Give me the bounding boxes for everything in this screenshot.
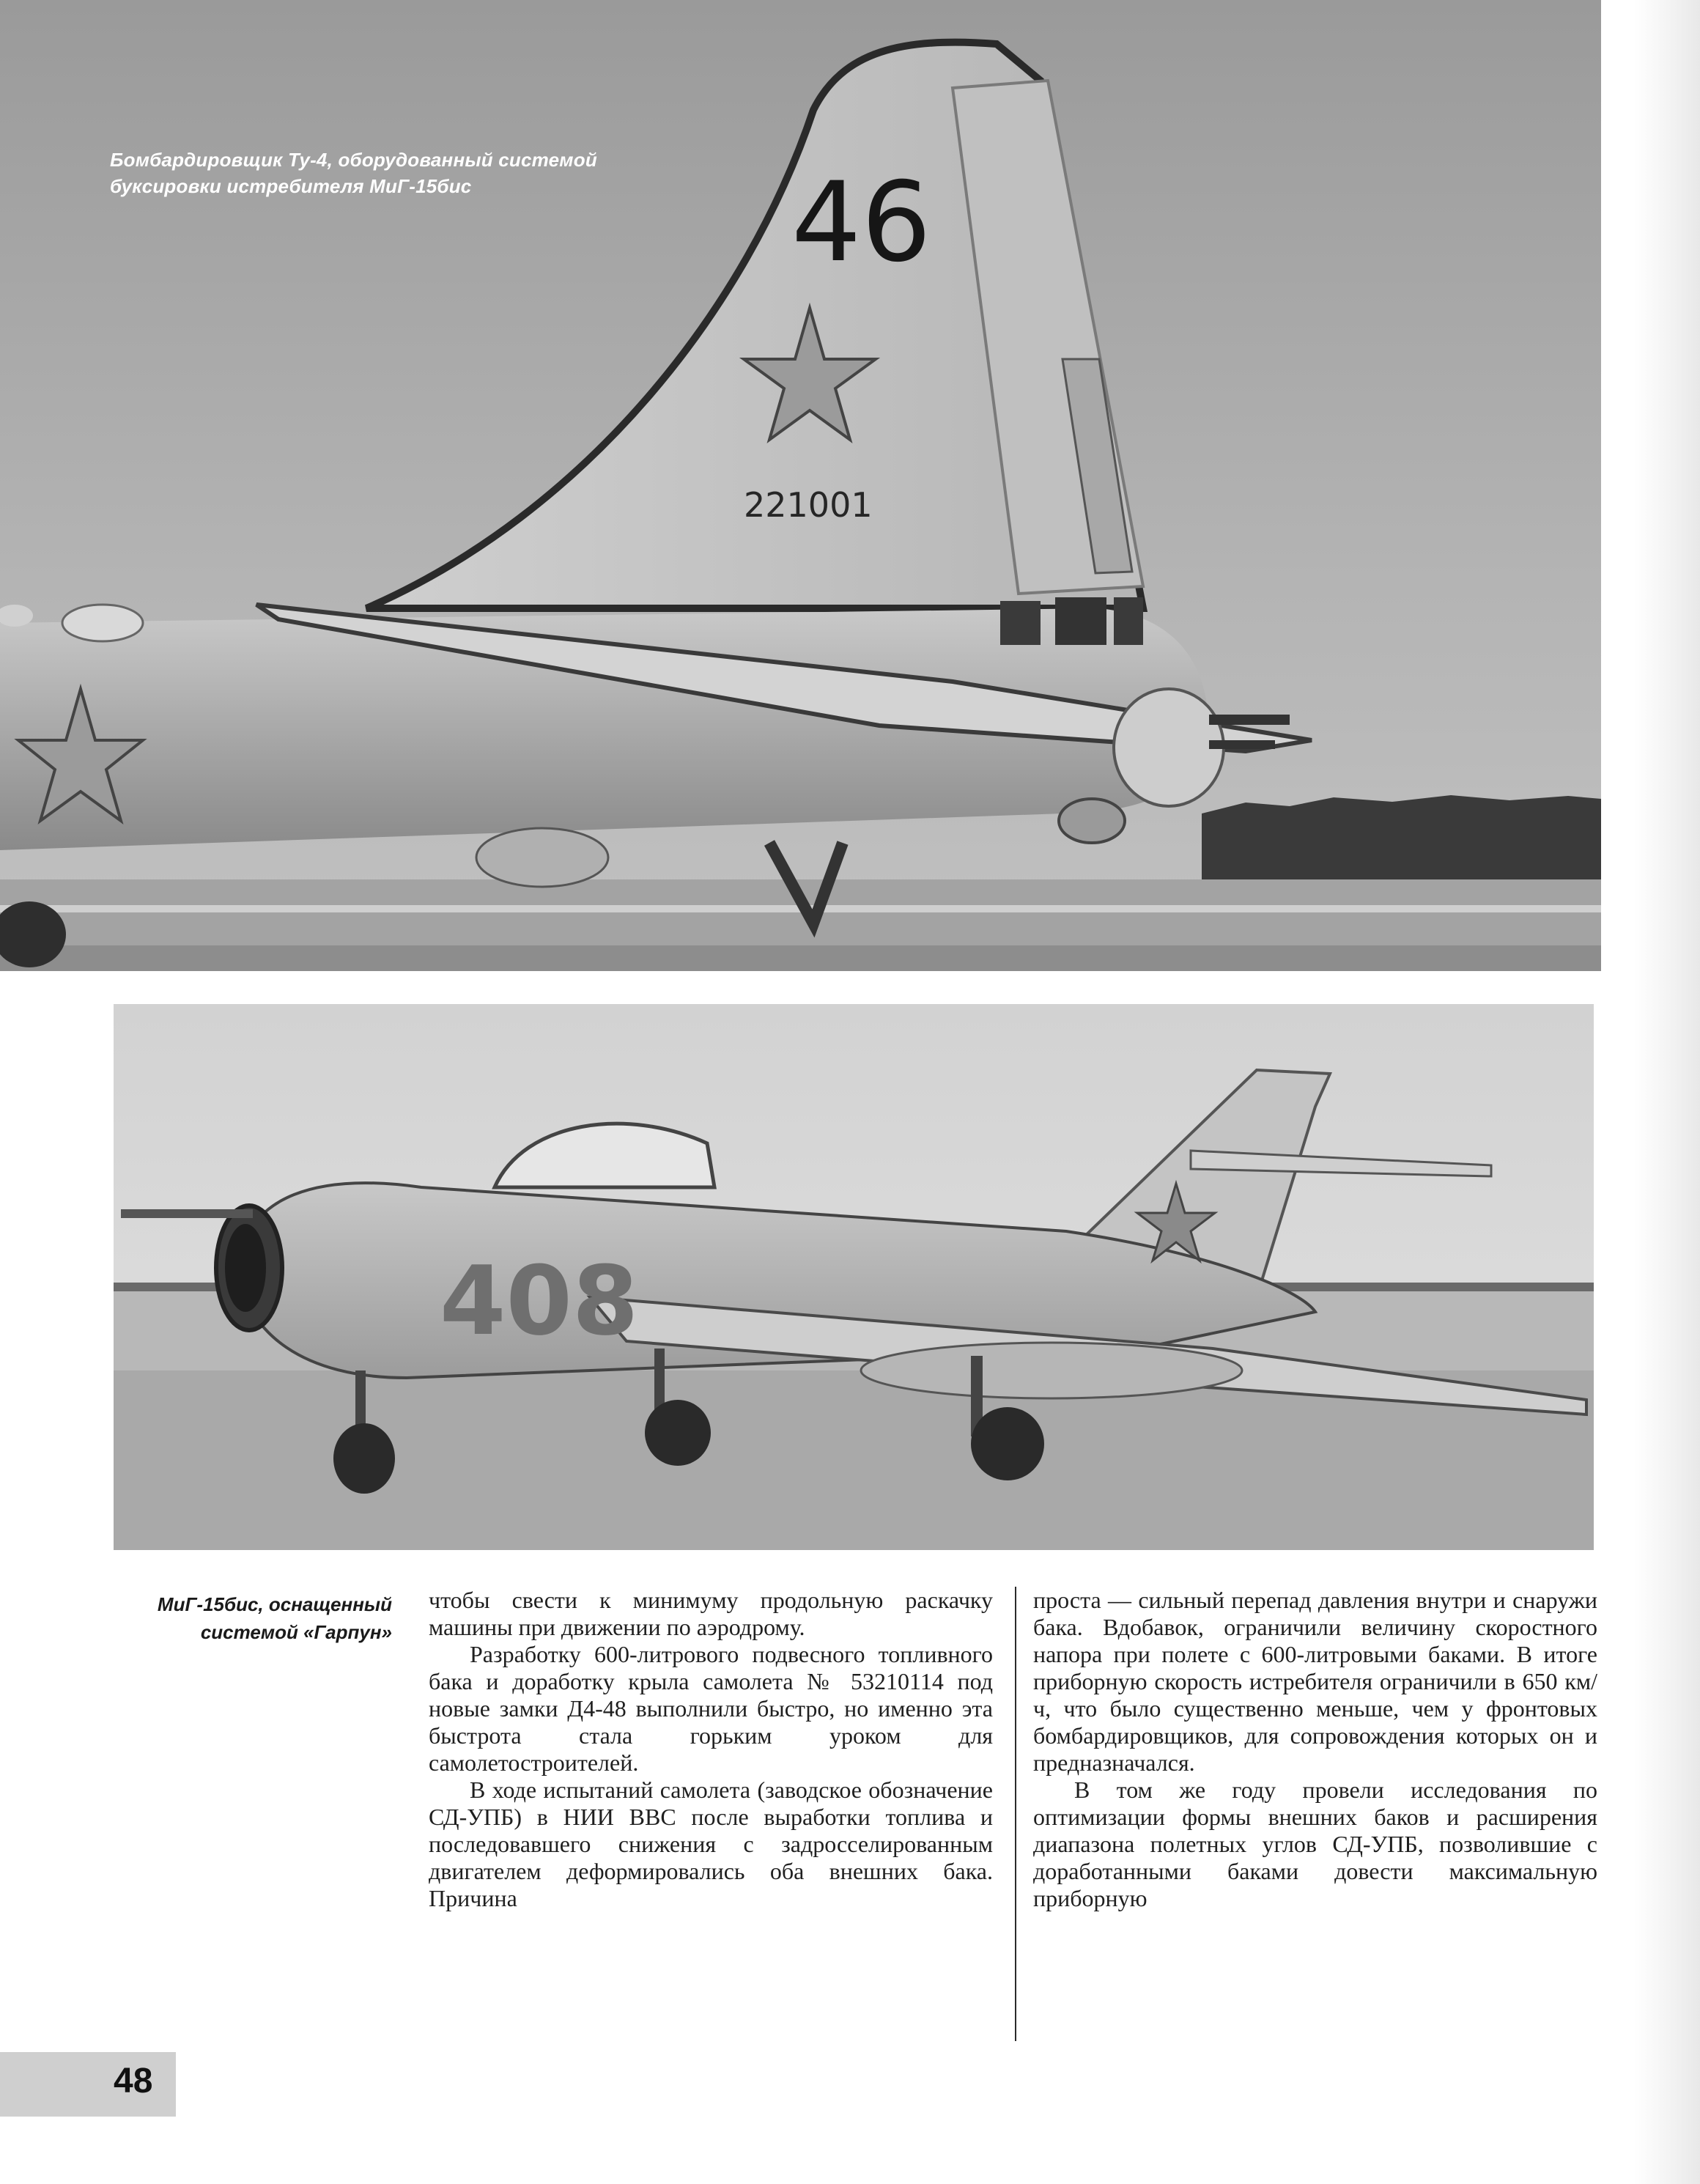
caption-bottom-photo: МиГ-15бис, оснащенный системой «Гарпун» (157, 1593, 392, 1643)
paragraph: В ходе испытаний самолета (заводское обозначение СД-УПБ) в НИИ ВВС после выработки топлива и последовавшего снижения с задросселированным двигателем деформировались оба внешних бака. Причина (429, 1777, 993, 1911)
paragraph: проста — сильный перепад давления внутри и снаружи бака. Вдобавок, ограничили величину скоростного напора при полете с 600-литровыми баками. В итоге приборную скорость истребителя ограничили в 650 км/ч, что было существенно меньше, чем у фронтовых бомбардировщиков, для сопровождения которых он и предназначался. (1033, 1587, 1597, 1776)
paragraph: чтобы свести к минимуму продольную раскачку машины при движении по аэродрому. (429, 1587, 993, 1640)
mig15-illustration (114, 1004, 1594, 1550)
tail-number: 46 (791, 159, 931, 287)
photo-tu4-tail (0, 0, 1601, 971)
page-edge-shadow (1634, 0, 1700, 2184)
tu4-illustration (0, 0, 1601, 971)
photo-mig15bis (114, 1004, 1594, 1550)
article-column-2 (1033, 1587, 1597, 1912)
caption-top-photo: Бомбардировщик Ту-4, оборудованный системой буксировки истребителя МиГ-15бис (110, 149, 597, 197)
page-number: 48 (114, 2062, 153, 2100)
tail-serial: 221001 (744, 485, 873, 525)
paragraph: Разработку 600-литрового подвесного топливного бака и доработку крыла самолета № 53210114 под новые замки Д4-48 выполнили быстро, но именно эта быстрота стала горьким уроком для самолетостроителей. (429, 1641, 993, 1776)
article-column-1 (429, 1587, 993, 1912)
board-number: 408 (440, 1245, 639, 1357)
column-divider (1015, 1587, 1016, 2041)
paragraph: В том же году провели исследования по оптимизации формы внешних баков и расширения диапазона полетных углов СД-УПБ, позволившие с доработанными баками довести максимальную приборную (1033, 1777, 1597, 1911)
